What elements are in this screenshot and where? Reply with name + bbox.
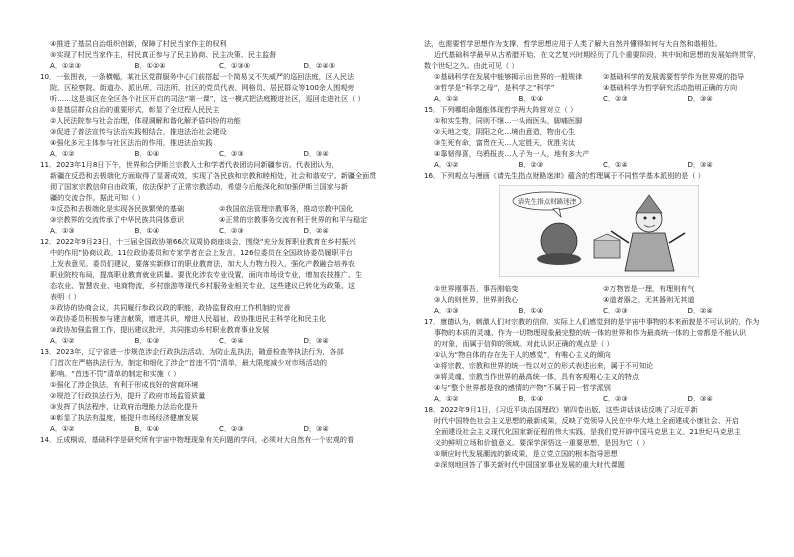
q18-stem-line: 时代中国特色社会主义思想的最新成果，反映了党领导人民在中华大地上全面建成小康社会、开启 xyxy=(434,416,740,425)
q14-options xyxy=(424,93,772,104)
q17-item: ③将灵魂、宗教当作世界的最高统一体，具有客观唯心主义的特点 xyxy=(434,372,639,381)
q13-option-c[interactable]: C．②③ xyxy=(219,424,244,433)
q12-stem-line: 上发表意见。委员们建议，要落实新修订的职业教育法，加大人力物力投入，强化产教融合培养农 xyxy=(50,259,356,268)
q16-stem-line: 16．下列观点与漫画《请先生指点财路迷津》蕴含的哲理属于不同哲学基本派别的是（ ） xyxy=(424,171,705,180)
q17-stem-line: 17．康德认为，刺激人们对宗教的信仰，实际上人们感觉到的是宇宙中事物的本来面貌是不可认识的，作为 xyxy=(424,317,760,326)
q12-item: ①政协的协商会议，共同履行参政议政的职能，政协监督政府工作机制的完善 xyxy=(50,303,291,312)
q18-stem-line: 18．2022年9月1日，《习近平谈治国理政》第四卷出版，这些讲话谈话反映了习近平新 xyxy=(424,405,698,414)
cartoon-speech-bubble: 请先生指点财路迷津 xyxy=(517,197,577,206)
q18-item: ②深刻地回答了事关新时代中国国家事业发展的重大时代课题 xyxy=(434,460,625,469)
q13-item: ③发挥了执法程序，让政府治理能力法治化提升 xyxy=(50,402,199,411)
q13-stem-line: 影响。“首违不罚”清单的制定和实施（ ） xyxy=(50,369,181,378)
q18-item: ①顺应时代发展潮流的新成果，是立党立国的根本指导思想 xyxy=(434,449,618,458)
q17-option-c[interactable]: C．②③ xyxy=(603,394,628,403)
q11-items-row xyxy=(40,214,388,225)
q9-options xyxy=(40,60,388,71)
q11-item: ④正常的宗教事务交流有利于世界的和平与稳定 xyxy=(219,215,368,224)
q10-stem-line: 10．一张图表，一条横幅，某社区党群服务中心门前搭起一个简易又不失威严的巡回法庭，区人民法 xyxy=(40,72,355,81)
q11-option-a[interactable]: A．①③ xyxy=(50,226,75,235)
left-column xyxy=(40,38,388,445)
q14-stem-line: 14．丘成桐说，基础科学是研究所有宇宙中物理现象有关问题的学问，必须对大自然有一个宏观的看 xyxy=(40,435,355,444)
q17-stem-line: 的对象，而属于信仰的领域。对此认识正确的观点是（ ） xyxy=(434,339,614,348)
q17-item: ②将宗教、宗教和世界的统一性以对立的形式表述出来，属于不可知论 xyxy=(434,361,654,370)
q14-cont-line: 法，也需要哲学思想作为支撑，哲学思想应用于人类了解大自然并懂得如何与大自然和谐相处。 xyxy=(424,39,722,48)
q10-option-a[interactable]: A．①② xyxy=(50,149,75,158)
q10-stem-line: 听……这是该区在全区各个社区开启的司法“第一课”，这一模式把法庭搬进社区，巡回走进社区（ ） xyxy=(50,94,365,103)
q16-item: ④道者器之，无其器则无其道 xyxy=(603,295,695,304)
q14-item: ②基础科学的发展需要哲学作为世界观的指导 xyxy=(603,72,745,81)
q13-option-a[interactable]: A．①② xyxy=(50,424,75,433)
q17-options xyxy=(424,393,772,404)
q10-item: ③促进了普法宣传与法治实践相结合，推进法治社会建设 xyxy=(50,127,227,136)
q12-stem-line: 态农业、智慧农业、电商物流，乡村旅游等现代乡村服务业相关专业，这些建议已转化为政策。这 xyxy=(50,281,356,290)
q16-item: ②万物皆是一理，有理则有气 xyxy=(603,284,695,293)
q11-item: ②我国依法管理宗教事务，推动宗教中国化 xyxy=(219,204,354,213)
q15-item: ②天地之变，阴阳之化…境由意造，物由心生 xyxy=(434,127,576,136)
q10-item: ④强化多元主体参与社区法治的作用，推进法治实践 xyxy=(50,138,213,147)
q11-item: ③宗教界的交流传承了中华民族共同体意识 xyxy=(50,215,185,224)
q13-stem-line: 门首次在严格执法行为，制定和细化了涉企“首违不罚”清单，最大限度减少对市场活动的 xyxy=(50,358,327,367)
q11-option-d[interactable]: D．②④ xyxy=(303,226,329,235)
q12-option-a[interactable]: A．①② xyxy=(50,336,75,345)
q9-option-d[interactable]: D．②④⑤ xyxy=(303,61,336,70)
q12-item: ③政协加强监督工作，提出建议批评，共同推动乡村职业教育事业发展 xyxy=(50,325,270,334)
q12-options xyxy=(40,335,388,346)
q14-option-a[interactable]: A．①② xyxy=(434,94,459,103)
q13-item: ①强化了涉企执法，有利于形成良好的营商环境 xyxy=(50,380,199,389)
q12-option-b[interactable]: B．①③ xyxy=(134,336,160,345)
q10-option-b[interactable]: B．①④ xyxy=(134,149,160,158)
q15-option-c[interactable]: C．①④ xyxy=(603,160,628,169)
q15-item: ④靠韧得喜，乌鸦报丧…人子为一人，地有多大产 xyxy=(434,149,590,158)
q13-item: ④彰显了执法有温度，能提升市场经济健康发展 xyxy=(50,413,199,422)
q10-stem-line: 院、区检察院、街道办、派出所、司法所、社区的党员代表、网格员、居民群众等100余人围观旁 xyxy=(50,83,355,92)
q12-stem-line: 中的作用”协商议政。11位政协委员和专家学者在会上发言，126位委员在全国政协委员履职平台 xyxy=(50,248,353,257)
q16-items-row xyxy=(424,283,772,294)
q13-option-b[interactable]: B．①④ xyxy=(134,424,160,433)
q14-item: ①基础科学在发展中能够揭示出世界的一般规律 xyxy=(434,72,583,81)
q17-option-b[interactable]: B．①④ xyxy=(518,394,544,403)
q11-stem-line: 疆的交流合作。据此可知（ ） xyxy=(50,193,145,202)
q14-option-d[interactable]: D．③④ xyxy=(687,94,713,103)
q11-items-row xyxy=(40,203,388,214)
q11-stem-line: 彻了国家宗教信仰自由政策，依法保护了正常宗教活动，希望今后能深化和加强伊斯兰国家与新 xyxy=(50,182,348,191)
q17-item: ①认为“物自体的存在先于人的感觉”，有唯心主义的倾向 xyxy=(434,350,611,359)
q16-option-c[interactable]: C．②③ xyxy=(603,306,628,315)
q13-item: ②规范了行政执法行为，提升了政府市场监管质量 xyxy=(50,391,206,400)
q13-options xyxy=(40,423,388,434)
q16-item: ①世界刚事吾，事吾刚临变 xyxy=(434,284,519,293)
q14-items-row xyxy=(424,82,772,93)
q17-option-d[interactable]: D．③④ xyxy=(687,394,713,403)
q12-stem-line: 12．2022年9月23日，十三届全国政协第66次双周协商座谈会，围绕“充分发挥职业教育在乡村振兴 xyxy=(40,237,356,246)
q9-option-a[interactable]: A．①②③ xyxy=(50,61,82,70)
right-column xyxy=(424,38,772,470)
q14-item: ③哲学是“科学之母”，是科学之“科学” xyxy=(434,83,555,92)
q9-option-c[interactable]: C．①③⑤ xyxy=(219,61,251,70)
q16-item: ③人的则世界，世界则我心 xyxy=(434,295,519,304)
q17-stem-line: 事物的本质的灵魂、作为一切物理现象最完整的统一体的世界和作为最高统一体的上帝都是不能认识 xyxy=(434,328,747,337)
q16-items-row xyxy=(424,294,772,305)
q10-option-d[interactable]: D．③④ xyxy=(303,149,329,158)
q11-item: ①反恐和去极端化是实现各民族繁荣的基础 xyxy=(50,204,185,213)
q17-option-a[interactable]: A．①② xyxy=(434,394,459,403)
q12-option-d[interactable]: D．③④ xyxy=(303,336,329,345)
q10-option-c[interactable]: C．②③ xyxy=(219,149,244,158)
q11-stem-line: 新疆在反恐和去极端化方面取得了显著成效，实现了各民族和宗教和睦相处，社会和谐安宁。新疆全面贯 xyxy=(50,171,377,180)
q16-options xyxy=(424,305,772,316)
q13-option-d[interactable]: D．③④ xyxy=(303,424,329,433)
q11-option-c[interactable]: C．②③ xyxy=(219,226,244,235)
q15-item: ①和实生物，同则不继…一头雨医头，脚痛医脚 xyxy=(434,116,583,125)
q17-item: ④与“整个世界都是我的感情的产物”不属于同一哲学派别 xyxy=(434,383,611,392)
q14-item: ④基础科学为哲学研究活动指明正确的方向 xyxy=(603,83,738,92)
q10-options xyxy=(40,148,388,159)
q14-cont-line: 数个世纪之久。由此可见（ ） xyxy=(424,61,519,70)
q9-item-5: ⑤实现了村民当家作主，村民真正参与了民主协商、民主决策、民主监督 xyxy=(50,50,277,59)
q18-stem-line: 全面建设社会主义现代化国家新征程的伟大实践，是我们党开辟中国马克思主义、21世纪马克思主 xyxy=(434,427,741,436)
q18-stem-line: 义的鲜明立场和价值意义。要深学深悟这一重要思想，是因为它（ ） xyxy=(434,438,650,447)
cartoon-fortune-teller xyxy=(499,185,699,277)
q15-option-a[interactable]: A．①② xyxy=(434,160,459,169)
q16-option-b[interactable]: B．①④ xyxy=(518,306,544,315)
q14-option-b[interactable]: B．①④ xyxy=(518,94,544,103)
q15-item: ③生死有命，富贵在天…人定胜天，优胜劣汰 xyxy=(434,138,576,147)
q12-item: ②政协委员积极参与建言献策，增进共识，增进人民福祉，政协推进民主科学化和民主化 xyxy=(50,314,326,323)
q13-stem-line: 13．2023年，辽宁省进一步规范涉企行政执法活动，为防止乱执法，随意检查等执法行为，各部 xyxy=(40,347,344,356)
q10-item: ②人民法院参与社会治理，体现调解和谐化解矛盾纠纷的功能 xyxy=(50,116,241,125)
q11-option-b[interactable]: B．①④ xyxy=(134,226,160,235)
q12-stem-line: 职业院校布局，提高职业教育就业质量。要优化涉农专业设置，面向市场设专业，增加农技推广、生 xyxy=(50,270,363,279)
q14-items-row xyxy=(424,71,772,82)
q14-cont-line: 近代基础科学最早从古希腊开始，在文艺复兴时期经历了几个重要阶段，其中间和思想的发展始终贯穿， xyxy=(434,50,761,59)
q15-option-d[interactable]: D．③④ xyxy=(687,160,713,169)
q16-option-a[interactable]: A．①③ xyxy=(434,306,459,315)
q15-options xyxy=(424,159,772,170)
q16-option-d[interactable]: D．②④ xyxy=(687,306,713,315)
q10-item: ①是基层群众自治的重要形式，彰显了全过程人民民主 xyxy=(50,105,220,114)
q15-option-b[interactable]: B．②③ xyxy=(518,160,544,169)
q12-option-c[interactable]: C．②④ xyxy=(219,336,244,345)
q12-stem-line: 表明（ ） xyxy=(50,292,81,301)
q11-stem-line: 11．2023年1月8日下午，世界和合伊斯兰宗教人士和学者代表团访问新疆参访。代表团认为， xyxy=(40,160,339,169)
q11-options xyxy=(40,225,388,236)
q9-option-b[interactable]: B．①②④ xyxy=(134,61,166,70)
q9-item-4: ④推进了基层自治组织创新，保障了村民当家作主的权利 xyxy=(50,39,227,48)
q14-option-c[interactable]: C．②③ xyxy=(603,94,628,103)
q15-stem-line: 15．下列哪组命题能体现哲学两大阵营对立（ ） xyxy=(424,105,578,114)
